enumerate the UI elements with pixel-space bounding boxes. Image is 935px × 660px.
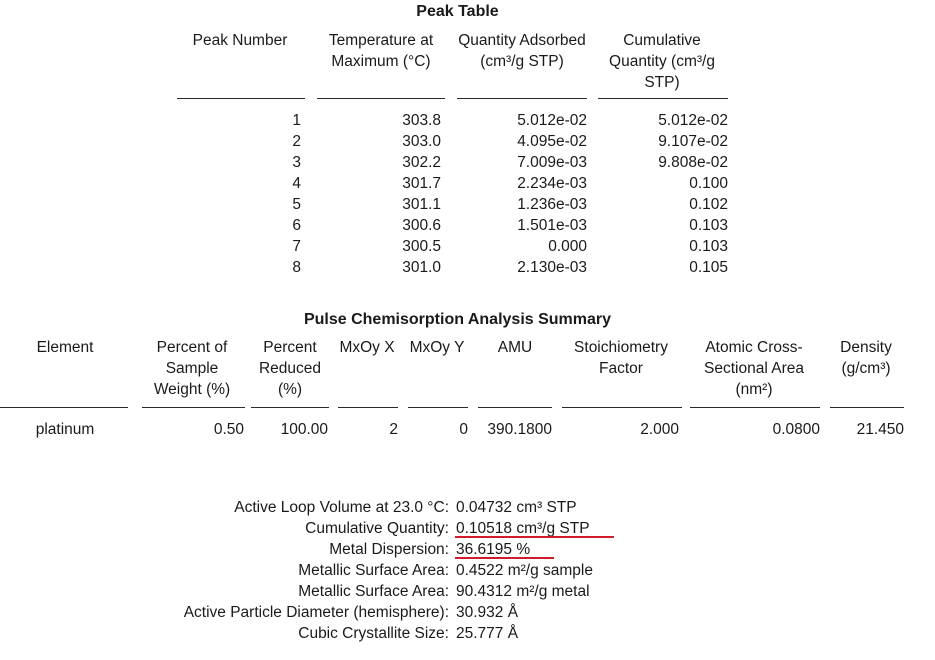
peak-table-cell-cumulative-quantity: 9.107e-02 bbox=[658, 133, 728, 150]
summary-rule bbox=[562, 407, 682, 408]
peak-table-cell-cumulative-quantity: 0.103 bbox=[689, 238, 728, 255]
peak-table-title: Peak Table bbox=[416, 3, 499, 20]
summary-cell-element: platinum bbox=[35, 421, 95, 438]
peak-table-cell-peak-number: 7 bbox=[292, 238, 301, 255]
peak-table-cell-quantity-adsorbed: 5.012e-02 bbox=[517, 112, 587, 129]
result-label: Active Particle Diameter (hemisphere): bbox=[183, 604, 449, 621]
peak-table-cell-quantity-adsorbed: 7.009e-03 bbox=[517, 154, 587, 171]
peak-table-cell-cumulative-quantity: 9.808e-02 bbox=[658, 154, 728, 171]
peak-table-cell-temperature: 300.6 bbox=[402, 217, 441, 234]
summary-header-percent-sample-weight: Percent of Sample Weight (%) bbox=[153, 339, 231, 398]
result-value: 0.4522 m²/g sample bbox=[456, 562, 593, 579]
peak-table-cell-temperature: 301.1 bbox=[402, 196, 441, 213]
result-label: Metallic Surface Area: bbox=[298, 562, 449, 579]
peak-table-rule bbox=[598, 98, 728, 99]
summary-header-mxoy-x: MxOy X bbox=[339, 339, 395, 356]
peak-table-header-peak-number: Peak Number bbox=[192, 32, 288, 49]
peak-table-cell-quantity-adsorbed: 2.130e-03 bbox=[517, 259, 587, 276]
summary-rule bbox=[690, 407, 820, 408]
summary-header-amu: AMU bbox=[497, 339, 533, 356]
result-label: Cumulative Quantity: bbox=[305, 520, 449, 537]
summary-cell-amu: 390.1800 bbox=[487, 421, 552, 438]
peak-table-cell-peak-number: 2 bbox=[292, 133, 301, 150]
summary-rule bbox=[251, 407, 329, 408]
summary-header-element: Element bbox=[36, 339, 94, 356]
peak-table-header-temperature: Temperature at Maximum (°C) bbox=[328, 32, 434, 70]
peak-table-rule bbox=[177, 98, 305, 99]
peak-table-cell-quantity-adsorbed: 1.236e-03 bbox=[517, 196, 587, 213]
summary-cell-density: 21.450 bbox=[856, 421, 904, 438]
summary-rule bbox=[0, 407, 128, 408]
result-value: 0.10518 cm³/g STP bbox=[456, 520, 590, 537]
result-row bbox=[0, 602, 935, 623]
highlight-underline-metal-dispersion bbox=[455, 557, 554, 559]
result-row bbox=[0, 560, 935, 581]
result-label: Metallic Surface Area: bbox=[298, 583, 449, 600]
peak-table-cell-peak-number: 4 bbox=[292, 175, 301, 192]
peak-table-cell-cumulative-quantity: 5.012e-02 bbox=[658, 112, 728, 129]
peak-table-cell-quantity-adsorbed: 1.501e-03 bbox=[517, 217, 587, 234]
peak-table-cell-temperature: 303.0 bbox=[402, 133, 441, 150]
peak-table-header-quantity-adsorbed: Quantity Adsorbed (cm³/g STP) bbox=[458, 32, 586, 70]
summary-cell-cross-sectional-area: 0.0800 bbox=[772, 421, 820, 438]
peak-table-cell-peak-number: 1 bbox=[292, 112, 301, 129]
summary-header-cross-sectional-area: Atomic Cross-Sectional Area (nm²) bbox=[704, 339, 804, 398]
peak-table-rule bbox=[317, 98, 445, 99]
summary-header-mxoy-y: MxOy Y bbox=[409, 339, 465, 356]
peak-table-header-cumulative-quantity: Cumulative Quantity (cm³/g STP) bbox=[609, 32, 715, 91]
peak-table-cell-temperature: 300.5 bbox=[402, 238, 441, 255]
result-label: Cubic Crystallite Size: bbox=[298, 625, 449, 642]
summary-title: Pulse Chemisorption Analysis Summary bbox=[303, 311, 612, 328]
summary-rule bbox=[338, 407, 398, 408]
peak-table-cell-peak-number: 6 bbox=[292, 217, 301, 234]
peak-table-cell-cumulative-quantity: 0.103 bbox=[689, 217, 728, 234]
peak-table-cell-temperature: 301.0 bbox=[402, 259, 441, 276]
peak-table-cell-peak-number: 8 bbox=[292, 259, 301, 276]
result-row bbox=[0, 497, 935, 518]
summary-header-percent-reduced: Percent Reduced (%) bbox=[258, 339, 322, 398]
peak-table-cell-cumulative-quantity: 0.100 bbox=[689, 175, 728, 192]
peak-table-cell-quantity-adsorbed: 0.000 bbox=[548, 238, 587, 255]
summary-cell-percent-reduced: 100.00 bbox=[280, 421, 328, 438]
peak-table-cell-cumulative-quantity: 0.105 bbox=[689, 259, 728, 276]
peak-table-cell-temperature: 303.8 bbox=[402, 112, 441, 129]
result-row bbox=[0, 623, 935, 644]
summary-header-density: Density (g/cm³) bbox=[840, 339, 892, 377]
peak-table-cell-temperature: 302.2 bbox=[402, 154, 441, 171]
peak-table-cell-temperature: 301.7 bbox=[402, 175, 441, 192]
summary-rule bbox=[408, 407, 468, 408]
summary-cell-mxoy-y: 0 bbox=[459, 421, 468, 438]
summary-header-stoichiometry-factor: Stoichiometry Factor bbox=[574, 339, 668, 377]
peak-table-cell-cumulative-quantity: 0.102 bbox=[689, 196, 728, 213]
summary-cell-mxoy-x: 2 bbox=[389, 421, 398, 438]
result-value: 25.777 Å bbox=[456, 625, 519, 642]
summary-rule bbox=[142, 407, 245, 408]
peak-table-cell-peak-number: 3 bbox=[292, 154, 301, 171]
result-value: 36.6195 % bbox=[456, 541, 531, 558]
result-value: 90.4312 m²/g metal bbox=[456, 583, 590, 600]
summary-cell-percent-sample-weight: 0.50 bbox=[213, 421, 244, 438]
peak-table-cell-peak-number: 5 bbox=[292, 196, 301, 213]
summary-rule bbox=[830, 407, 904, 408]
summary-rule bbox=[478, 407, 552, 408]
highlight-underline-cumulative-quantity bbox=[455, 536, 614, 538]
result-value: 30.932 Å bbox=[456, 604, 519, 621]
result-row bbox=[0, 581, 935, 602]
summary-cell-stoichiometry: 2.000 bbox=[640, 421, 679, 438]
peak-table-rule bbox=[457, 98, 587, 99]
result-value: 0.04732 cm³ STP bbox=[456, 499, 577, 516]
result-label: Active Loop Volume at 23.0 °C: bbox=[234, 499, 449, 516]
peak-table-cell-quantity-adsorbed: 4.095e-02 bbox=[517, 133, 587, 150]
peak-table-cell-quantity-adsorbed: 2.234e-03 bbox=[517, 175, 587, 192]
result-label: Metal Dispersion: bbox=[329, 541, 449, 558]
